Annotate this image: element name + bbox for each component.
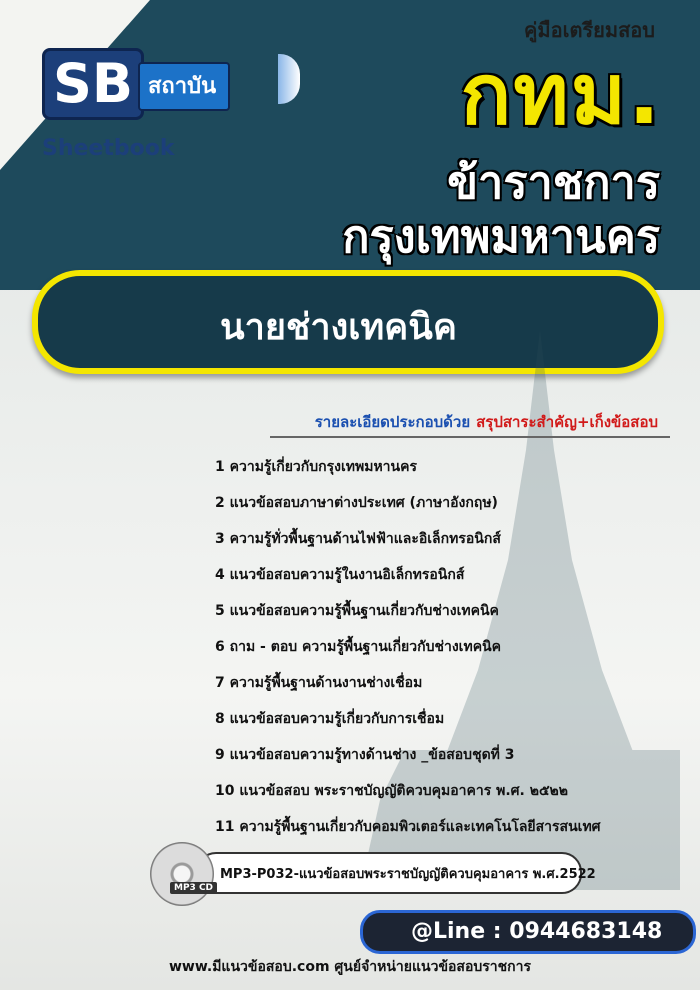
list-item: 7 ความรู้พื้นฐานด้านงานช่างเชื่อม — [215, 675, 423, 691]
contents-header-highlight: สรุปสาระสำคัญ+เก็งข้อสอบ — [476, 413, 658, 431]
position-title: นายช่างเทคนิค — [220, 307, 457, 348]
list-item: 6 ถาม - ตอบ ความรู้พื้นฐานเกี่ยวกับช่างเทคนิค — [215, 639, 501, 655]
contents-header — [315, 410, 658, 434]
cover-subtitle: คู่มือเตรียมสอบ — [524, 18, 655, 42]
list-item: 2 แนวข้อสอบภาษาต่างประเทศ (ภาษาอังกฤษ) — [215, 495, 498, 511]
cover-title-line2: กรุงเทพมหานคร — [342, 210, 660, 263]
logo-wordmark: Sheetbook — [42, 136, 175, 161]
cd-disc-icon — [150, 842, 214, 906]
line-contact-text: @Line : 0944683148 — [411, 919, 663, 944]
mp3-bonus-pill — [196, 852, 596, 894]
sheetbook-logo — [42, 48, 217, 161]
mp3-bonus-text: MP3-P032-แนวข้อสอบพระราชบัญญัติควบคุมอาคาร พ.ศ.2522 — [220, 867, 596, 882]
cover-title-main: กทม. — [460, 45, 662, 143]
logo-tag: สถาบัน — [138, 62, 230, 111]
cd-label: MP3 CD — [170, 882, 217, 894]
list-item: 8 แนวข้อสอบความรู้เกี่ยวกับการเชื่อม — [215, 711, 445, 727]
line-contact-pill[interactable] — [360, 910, 696, 954]
contents-divider — [270, 436, 670, 438]
list-item: 3 ความรู้ทั่วพื้นฐานด้านไฟฟ้าและอิเล็กทรอนิกส์ — [215, 531, 501, 547]
list-item: 1 ความรู้เกี่ยวกับกรุงเทพมหานคร — [215, 459, 417, 475]
contents-header-prefix: รายละเอียดประกอบด้วย — [314, 413, 471, 431]
list-item: 5 แนวข้อสอบความรู้พื้นฐานเกี่ยวกับช่างเทคนิค — [215, 603, 499, 619]
footer-website: www.มีแนวข้อสอบ.com ศูนย์จำหน่ายแนวข้อสอบราชการ — [168, 959, 532, 975]
list-item: 4 แนวข้อสอบความรู้ในงานอิเล็กทรอนิกส์ — [215, 567, 465, 583]
list-item: 9 แนวข้อสอบความรู้ทางด้านช่าง _ข้อสอบชุดที่ 3 — [215, 747, 515, 763]
list-item: 11 ความรู้พื้นฐานเกี่ยวกับคอมพิวเตอร์และเทคโนโลยีสารสนเทศ — [215, 819, 601, 835]
logo-mark: SB — [42, 48, 144, 120]
cover-title-line1: ข้าราชการ — [447, 156, 660, 209]
list-item: 10 แนวข้อสอบ พระราชบัญญัติควบคุมอาคาร พ.ศ. ๒๕๒๒ — [215, 783, 568, 799]
contents-list — [215, 456, 601, 852]
